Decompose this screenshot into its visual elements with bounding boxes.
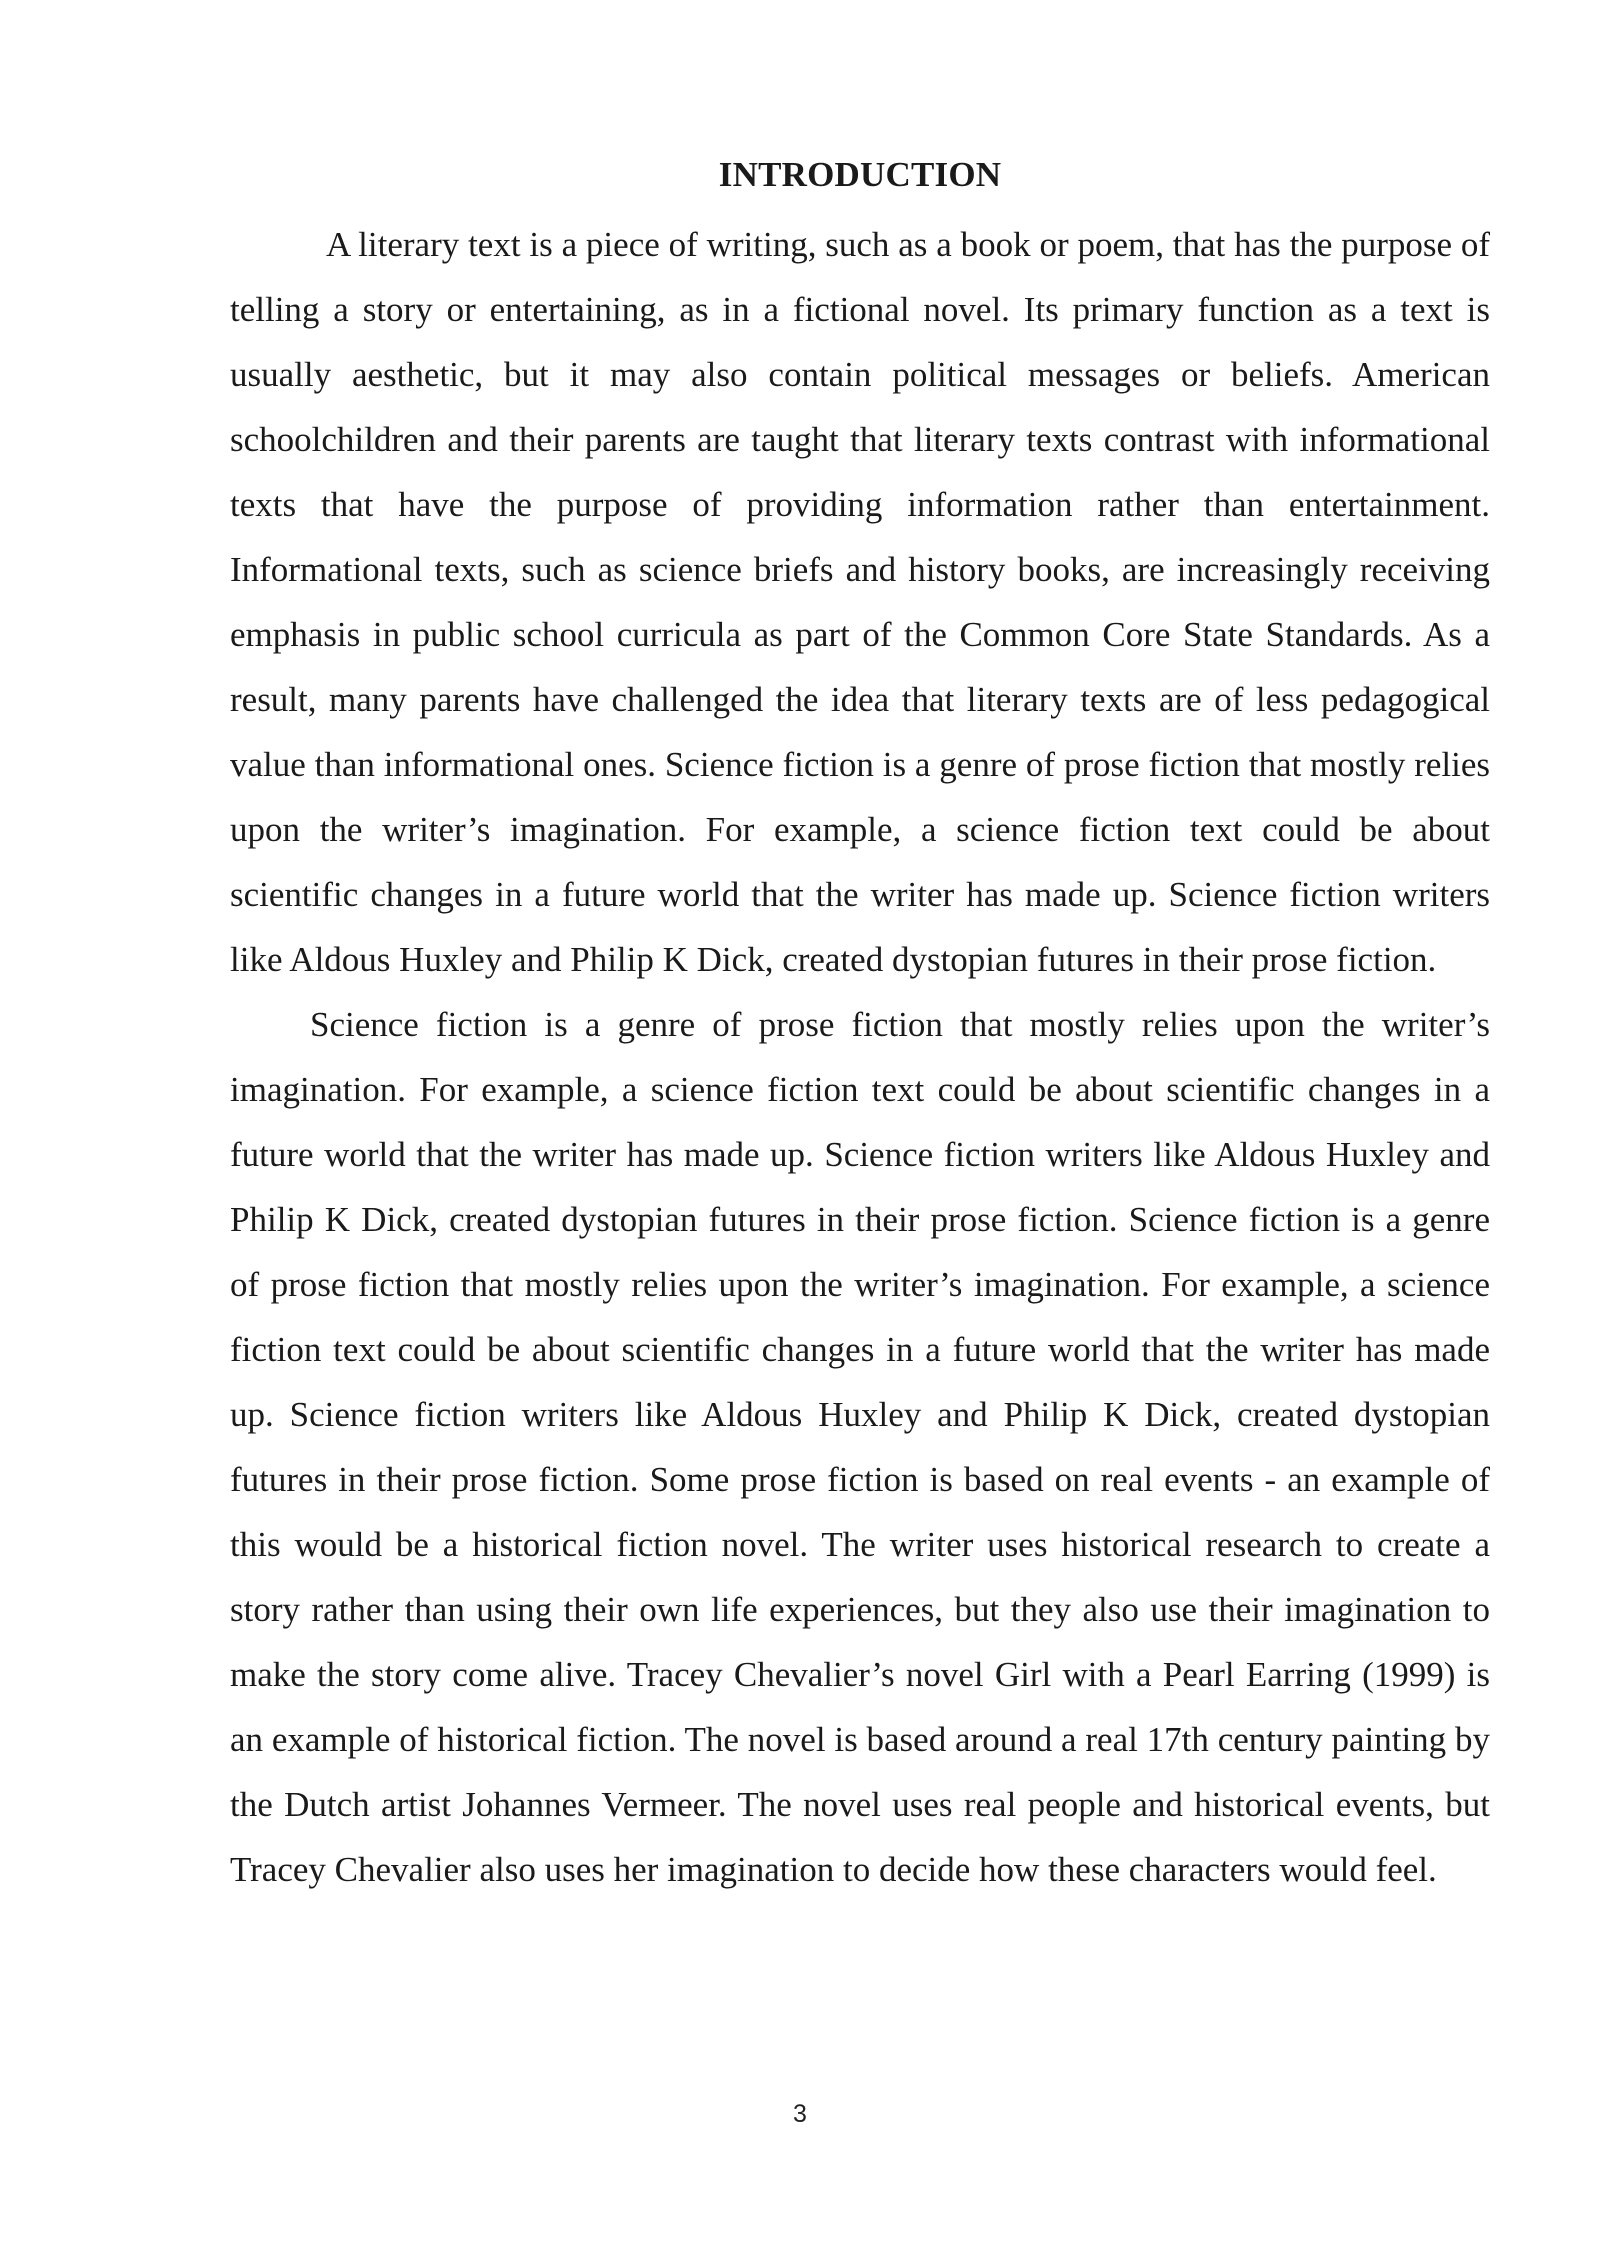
- paragraph-2: Science fiction is a genre of prose fiction that mostly relies upon the writer’s imagination. For example, a science fiction text could be about scientific changes in a future world that the writer has made up. Science fiction writers like Aldous Huxley and Philip K Dick, created dystopian futures in their prose fiction. Science fiction is a genre of prose fiction that mostly relies upon the writer’s imagination. For example, a science fiction text could be about scientific changes in a future world that the writer has made up. Science fiction writers like Aldous Huxley and Philip K Dick, created dystopian futures in their prose fiction. Some prose fiction is based on real events - an example of this would be a historical fiction novel. The writer uses historical research to create a story rather than using their own life experiences, but they also use their imagination to make the story come alive. Tracey Chevalier’s novel Girl with a Pearl Earring (1999) is an example of historical fiction. The novel is based around a real 17th century painting by the Dutch artist Johannes Vermeer. The novel uses real people and historical events, but Tracey Chevalier also uses her imagination to decide how these characters would feel.: [230, 1005, 1490, 1889]
- paragraph-1: A literary text is a piece of writing, such as a book or poem, that has the purpose of telling a story or entertaining, as in a fictional novel. Its primary function as a text is usually aesthetic, but it may also contain political messages or beliefs. American schoolchildren and their parents are taught that literary texts contrast with informational texts that have the purpose of providing information rather than entertainment. Informational texts, such as science briefs and history books, are increasingly receiving emphasis in public school curricula as part of the Common Core State Standards. As a result, many parents have challenged the idea that literary texts are of less pedagogical value than informational ones. Science fiction is a genre of prose fiction that mostly relies upon the writer’s imagination. For example, a science fiction text could be about scientific changes in a future world that the writer has made up. Science fiction writers like Aldous Huxley and Philip K Dick, created dystopian futures in their prose fiction.: [230, 225, 1490, 979]
- page-number: 3: [793, 2100, 807, 2128]
- page-heading: INTRODUCTION: [718, 155, 1002, 194]
- page-content: [230, 150, 1490, 1902]
